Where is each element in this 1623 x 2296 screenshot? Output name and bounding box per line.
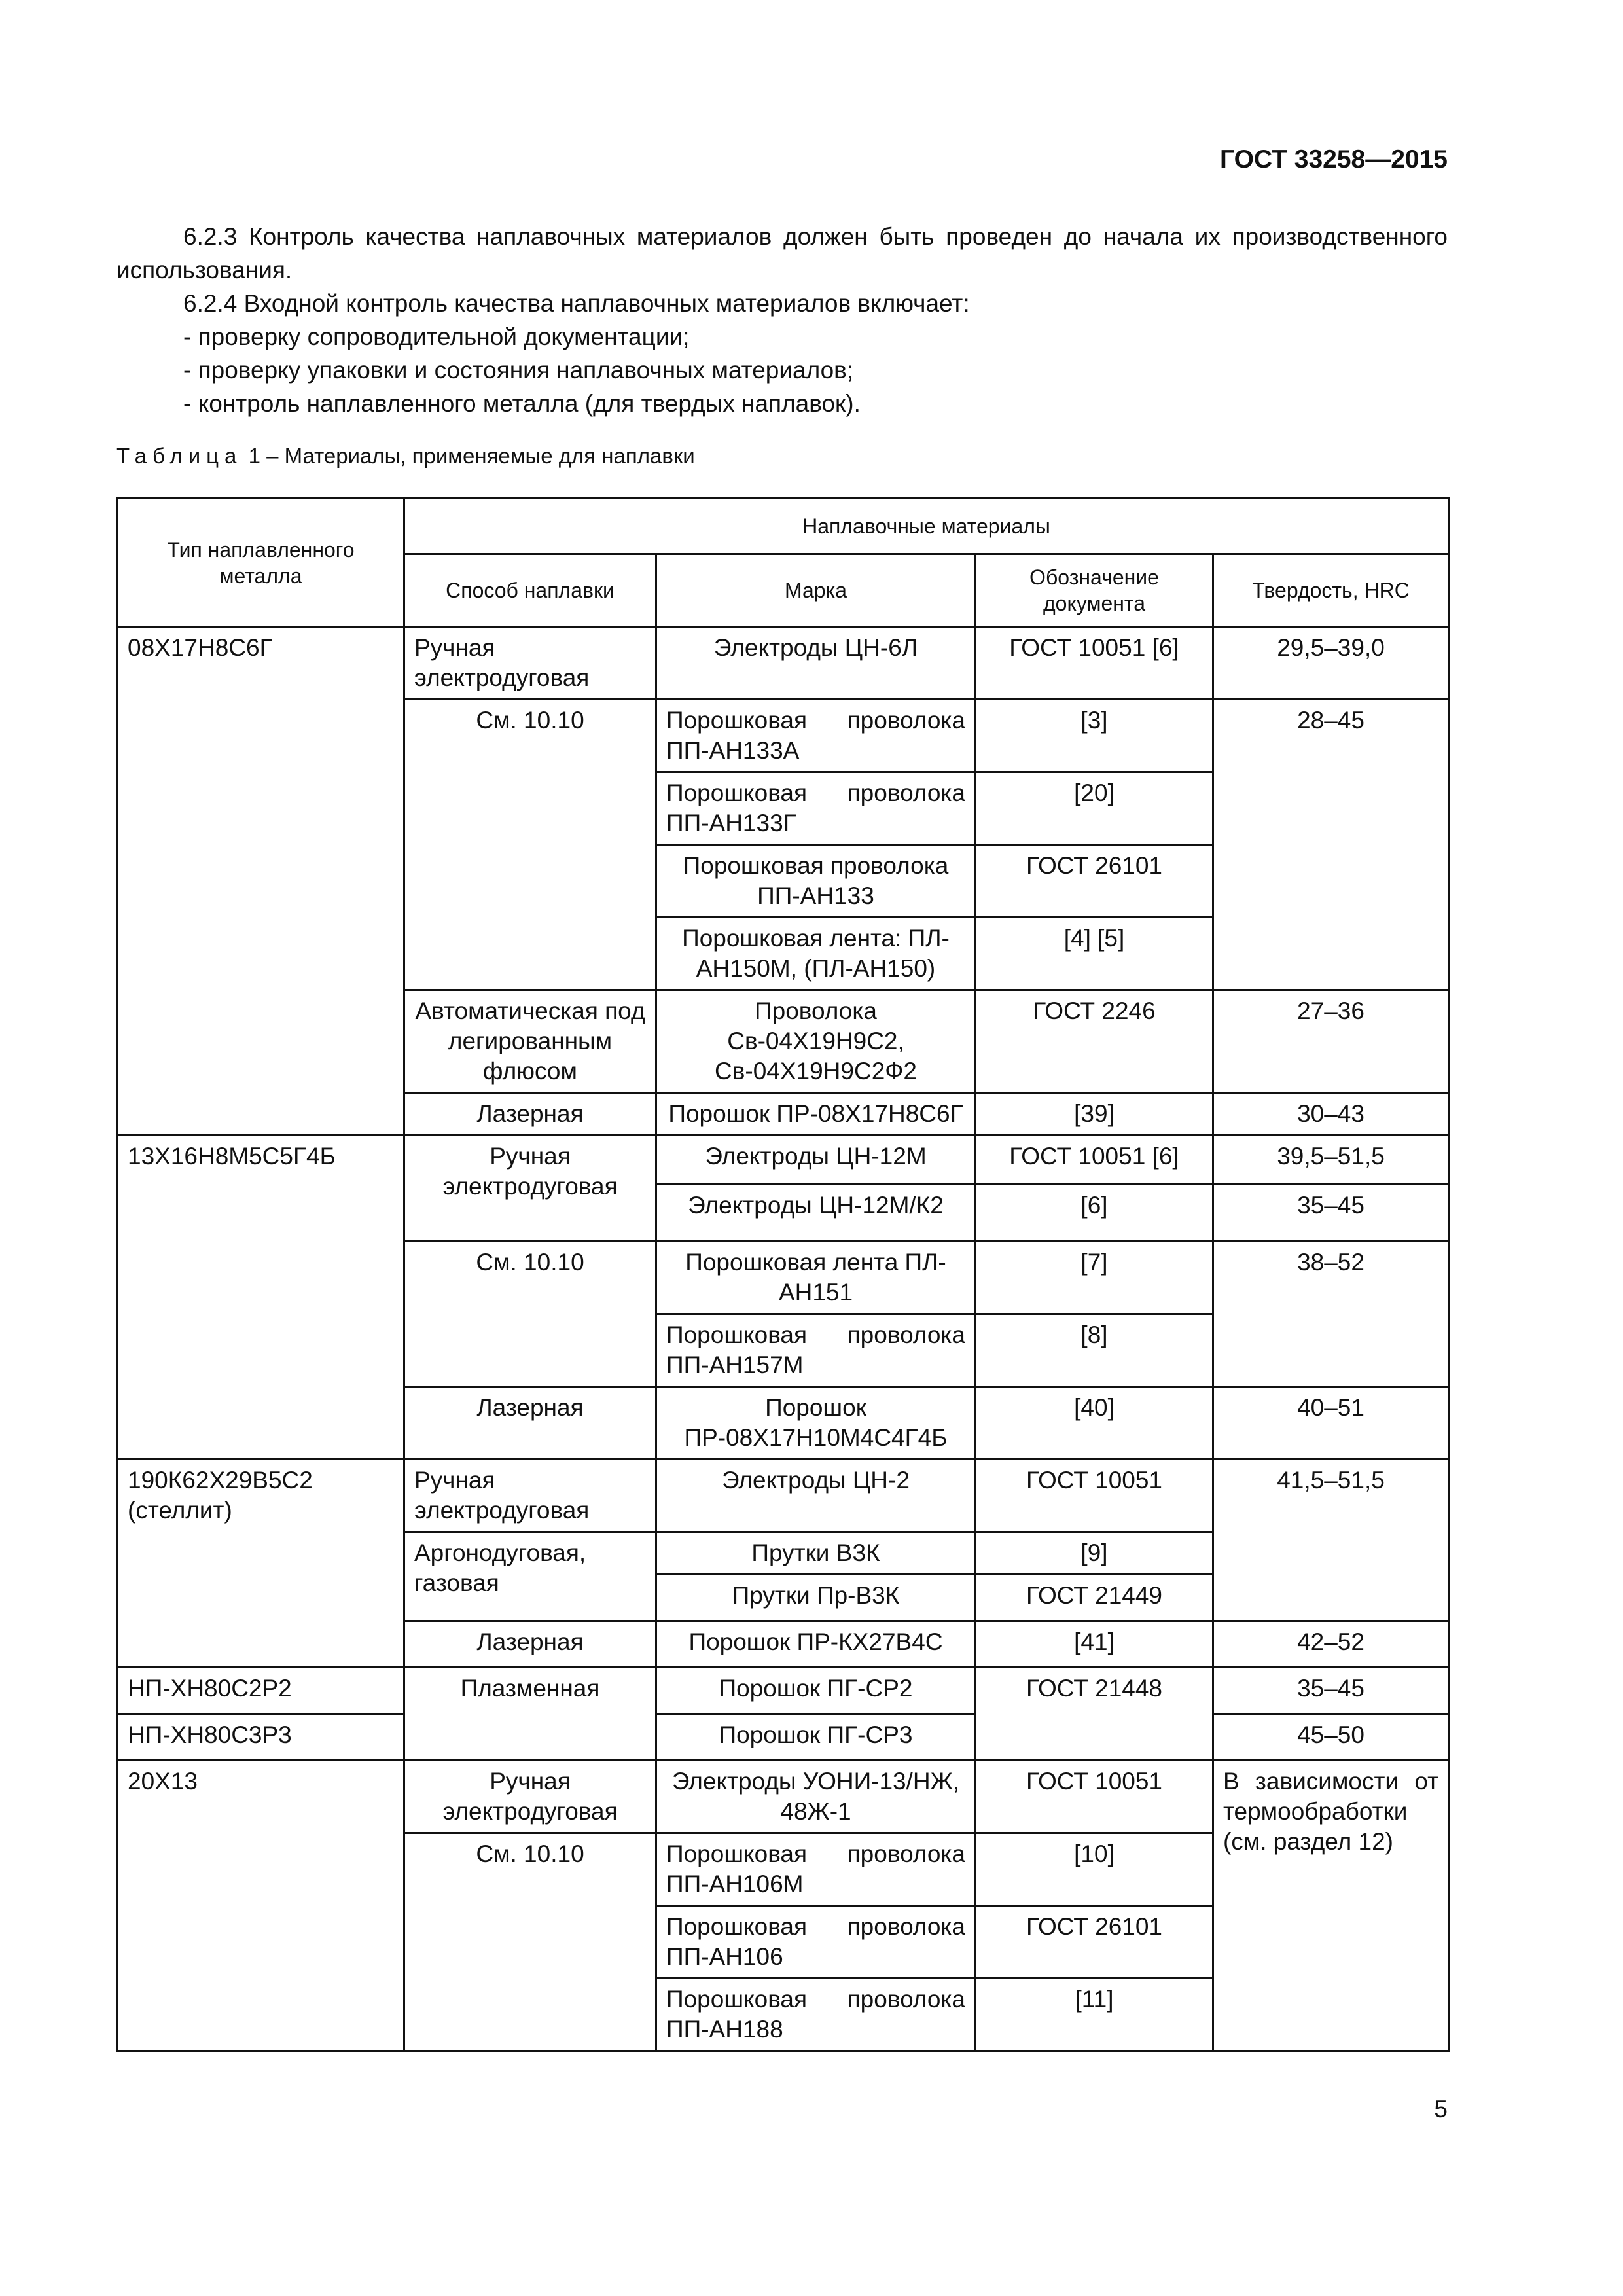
table-caption xyxy=(116,444,695,469)
method-cell: Ручная электродуговая xyxy=(404,1761,656,1833)
method-cell: Ручная электродуговая xyxy=(404,627,656,700)
hardness-cell: 27–36 xyxy=(1213,990,1449,1093)
header-document: Обозначение документа xyxy=(976,554,1213,627)
document-cell: ГОСТ 10051 xyxy=(976,1761,1213,1833)
hardness-cell: 41,5–51,5 xyxy=(1213,1460,1449,1621)
table-row xyxy=(118,627,1449,700)
document-cell: [20] xyxy=(976,772,1213,845)
method-cell: Аргонодуговая, газовая xyxy=(404,1532,656,1621)
hardness-cell: 38–52 xyxy=(1213,1242,1449,1387)
list-item: - проверку сопроводительной документации; xyxy=(183,323,690,350)
document-cell: [7] xyxy=(976,1242,1213,1314)
brand-cell: Электроды ЦН-12М/К2 xyxy=(656,1185,976,1242)
hardness-cell: 39,5–51,5 xyxy=(1213,1136,1449,1185)
hardness-cell: В зависимости от термообработки (см. раздел 12) xyxy=(1213,1761,1449,2051)
method-cell: См. 10.10 xyxy=(404,1833,656,2051)
document-cell: [41] xyxy=(976,1621,1213,1668)
brand-cell: Порошковая проволока ПП-АН188 xyxy=(656,1979,976,2051)
metal-cell: 13Х16Н8М5С5Г4Б xyxy=(118,1136,404,1460)
hardness-cell: 45–50 xyxy=(1213,1714,1449,1761)
brand-cell: Порошковая проволока ПП-АН106М xyxy=(656,1833,976,1906)
brand-cell: Порошок ПГ-СР3 xyxy=(656,1714,976,1761)
hardness-cell: 30–43 xyxy=(1213,1093,1449,1136)
method-cell: См. 10.10 xyxy=(404,1242,656,1387)
method-cell: Лазерная xyxy=(404,1621,656,1668)
list-item: - контроль наплавленного металла (для твердых наплавок). xyxy=(183,390,861,417)
table-row xyxy=(118,1668,1449,1714)
list-item: - проверку упаковки и состояния наплавочных материалов; xyxy=(183,357,854,384)
brand-cell: Порошок ПР-08Х17Н8С6Г xyxy=(656,1093,976,1136)
brand-cell: Порошок ПГ-СР2 xyxy=(656,1668,976,1714)
table-caption-text: 1 – Материалы, применяемые для наплавки xyxy=(248,444,695,468)
method-cell: Лазерная xyxy=(404,1387,656,1460)
brand-cell: Порошок ПР-КХ27В4С xyxy=(656,1621,976,1668)
document-cell: ГОСТ 26101 xyxy=(976,845,1213,918)
document-cell: ГОСТ 10051 [6] xyxy=(976,627,1213,700)
brand-cell: Порошок ПР-08Х17Н10М4С4Г4Б xyxy=(656,1387,976,1460)
hardness-cell: 35–45 xyxy=(1213,1185,1449,1242)
document-cell: [9] xyxy=(976,1532,1213,1575)
method-cell: См. 10.10 xyxy=(404,700,656,990)
brand-cell: Электроды ЦН-6Л xyxy=(656,627,976,700)
brand-cell: Электроды УОНИ-13/НЖ, 48Ж-1 xyxy=(656,1761,976,1833)
hardness-cell: 40–51 xyxy=(1213,1387,1449,1460)
table-caption-label: Таблица xyxy=(116,444,243,468)
document-cell: ГОСТ 26101 xyxy=(976,1906,1213,1979)
header-metal-type: Тип наплавленного металла xyxy=(118,499,404,627)
method-cell: Плазменная xyxy=(404,1668,656,1761)
header-brand: Марка xyxy=(656,554,976,627)
document-code: ГОСТ 33258—2015 xyxy=(1220,145,1448,173)
hardness-cell: 35–45 xyxy=(1213,1668,1449,1714)
document-cell: [10] xyxy=(976,1833,1213,1906)
metal-cell: 08Х17Н8С6Г xyxy=(118,627,404,1136)
table-row xyxy=(118,1136,1449,1185)
brand-cell: Электроды ЦН-12М xyxy=(656,1136,976,1185)
brand-cell: Прутки Пр-В3К xyxy=(656,1575,976,1621)
table-row xyxy=(118,1714,1449,1761)
brand-cell: Порошковая проволока ПП-АН106 xyxy=(656,1906,976,1979)
body-text xyxy=(116,220,1448,420)
brand-cell: Порошковая лента: ПЛ-АН150М, (ПЛ-АН150) xyxy=(656,918,976,990)
document-cell: [8] xyxy=(976,1314,1213,1387)
metal-cell: НП-ХН80С3Р3 xyxy=(118,1714,404,1761)
brand-cell: Проволока Св-04Х19Н9С2, Св-04Х19Н9С2Ф2 xyxy=(656,990,976,1093)
method-cell: Ручная электродуговая xyxy=(404,1136,656,1242)
document-cell: [3] xyxy=(976,700,1213,772)
document-cell: ГОСТ 10051 xyxy=(976,1460,1213,1532)
header-hardness: Твердость, HRC xyxy=(1213,554,1449,627)
paragraph-6-2-4: 6.2.4 Входной контроль качества наплавочных материалов включает: xyxy=(183,290,970,317)
brand-cell: Прутки В3К xyxy=(656,1532,976,1575)
document-cell: [40] xyxy=(976,1387,1213,1460)
metal-cell: 20Х13 xyxy=(118,1761,404,2051)
document-cell: ГОСТ 10051 [6] xyxy=(976,1136,1213,1185)
method-cell: Автоматическая под легированным флюсом xyxy=(404,990,656,1093)
brand-cell: Электроды ЦН-2 xyxy=(656,1460,976,1532)
hardness-cell: 29,5–39,0 xyxy=(1213,627,1449,700)
header-materials-group: Наплавочные материалы xyxy=(404,499,1449,554)
hardness-cell: 28–45 xyxy=(1213,700,1449,990)
document-cell: [11] xyxy=(976,1979,1213,2051)
document-cell: [6] xyxy=(976,1185,1213,1242)
hardness-cell: 42–52 xyxy=(1213,1621,1449,1668)
document-cell: ГОСТ 21449 xyxy=(976,1575,1213,1621)
document-cell: [39] xyxy=(976,1093,1213,1136)
paragraph-6-2-3: 6.2.3 Контроль качества наплавочных материалов должен быть проведен до начала их производственного использования. xyxy=(116,223,1448,283)
method-cell: Лазерная xyxy=(404,1093,656,1136)
page-number: 5 xyxy=(1434,2096,1448,2123)
document-cell: ГОСТ 2246 xyxy=(976,990,1213,1093)
materials-table xyxy=(116,497,1450,2052)
brand-cell: Порошковая проволока ПП-АН133Г xyxy=(656,772,976,845)
brand-cell: Порошковая проволока ПП-АН133 xyxy=(656,845,976,918)
header-method: Способ наплавки xyxy=(404,554,656,627)
brand-cell: Порошковая лента ПЛ-АН151 xyxy=(656,1242,976,1314)
brand-cell: Порошковая проволока ПП-АН133А xyxy=(656,700,976,772)
document-cell: [4] [5] xyxy=(976,918,1213,990)
document-cell: ГОСТ 21448 xyxy=(976,1668,1213,1761)
metal-cell: НП-ХН80С2Р2 xyxy=(118,1668,404,1714)
metal-cell: 190К62Х29В5С2 (стеллит) xyxy=(118,1460,404,1668)
method-cell: Ручная электродуговая xyxy=(404,1460,656,1532)
table-header-row xyxy=(118,499,1449,554)
table-row xyxy=(118,1460,1449,1532)
table-row xyxy=(118,1761,1449,1833)
brand-cell: Порошковая проволока ПП-АН157М xyxy=(656,1314,976,1387)
